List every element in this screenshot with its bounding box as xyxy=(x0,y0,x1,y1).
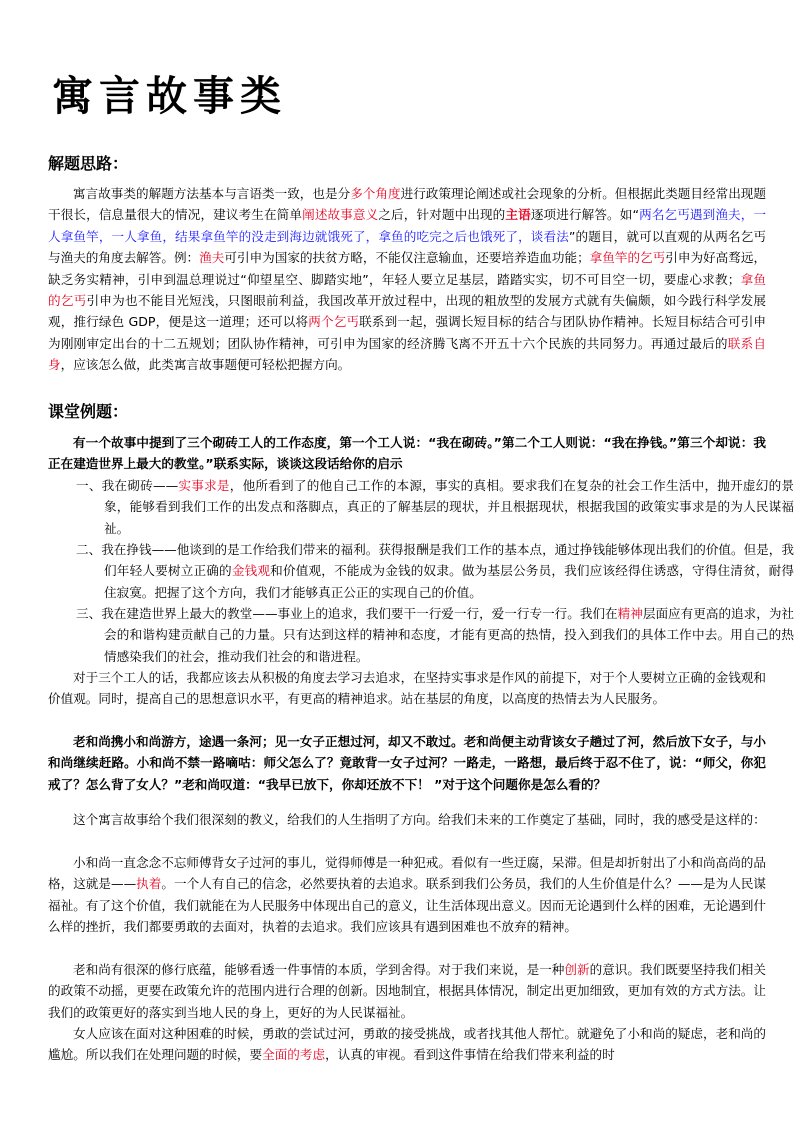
text-run: ，应该怎么做，此类寓言故事题便可轻松把握方向。 xyxy=(60,357,351,373)
text-run: 小和尚一直念念不忘师傅背女子过河的事儿，觉得师傅是一种犯戒。看似有一些迂腐，呆滞。但是却折射出了小和尚高尚的品格，这就是—— xyxy=(48,855,766,892)
highlighted-phrase: 实事求是 xyxy=(178,478,230,493)
old-monk-paragraph xyxy=(48,959,766,1023)
highlighted-phrase: 两名乞丐遇到渔夫，一人拿鱼竿，一人拿鱼，结果拿鱼竿的没走到海边就饿死了，拿鱼的吃完之后也饿死了，谈看法 xyxy=(48,207,767,244)
text-run: 引申为也不能目光短浅，只图眼前利益，我国改革开放过程中，出现的粗放型的发展方式就有失偏颇，如今践行科学发展观，推行绿色 GDP，便是这一道理；还可以将 xyxy=(48,293,767,330)
highlighted-phrase: 两个乞丐 xyxy=(308,314,360,330)
highlighted-phrase: 多个角度 xyxy=(350,186,401,201)
question-two: 老和尚携小和尚游方，途遇一条河；见一女子正想过河，却又不敢过。老和尚便主动背该女子趟过了河，然后放下女子，与小和尚继续赶路。小和尚不禁一路嘀咕：师父怎么了？竟敢背一女子过河？一路走，一路想，最后终于忍不住了，说：“师父，你犯戒了？怎么背了女人？”老和尚叹道：“我早已放下，你却还放不下！ ”对于这个问题你是怎么看的？ xyxy=(48,734,766,792)
little-monk-paragraph xyxy=(48,852,766,938)
section-heading-examples: 课堂例题： xyxy=(48,402,129,421)
highlighted-phrase: 精神 xyxy=(617,606,643,621)
highlighted-phrase: 主语 xyxy=(505,207,531,223)
text-run: 和价值观，不能成为金钱的奴隶。做为基层公务员，我们应该经得住诱惑，守得住清贫，耐得住寂寞。把握了这个方向，我们才能够真正公正的实现自己的价值。 xyxy=(104,563,794,600)
text-run: 可引申为国家的扶贫方略，不能仅注意输血，还要培养造血功能； xyxy=(224,250,590,266)
text-run: 之后，针对题中出现的 xyxy=(378,207,506,223)
text-run: 进行政策理论阐述或社会现象的分析。但根据此类题目经常出现题干很长，信息量很大的情况，建议考生在简单 xyxy=(48,186,767,223)
text-run: 一、我在砌砖—— xyxy=(76,478,179,493)
question-one: 有一个故事中提到了三个砌砖工人的工作态度，第一个工人说：“我在砌砖。”第二个工人则说：“我在挣钱。”第三个却说：我正在建造世界上最大的教堂。”联系实际，谈谈这段话给你的启示 xyxy=(48,435,766,472)
highlighted-phrase: 全面的考虑 xyxy=(262,1047,326,1063)
highlighted-phrase: 拿鱼的乞丐 xyxy=(48,271,767,309)
text-run: 女人应该在面对这种困难的时候，勇敢的尝试过河，勇敢的接受挑战，或者找其他人帮忙。就避免了小和尚的疑虑，老和尚的尴尬。所以我们在处理问题的时候，要 xyxy=(48,1026,766,1063)
highlighted-phrase: 阐述故事意义 xyxy=(302,207,379,223)
text-run: 引申为好高骛远，缺乏务实精神，引申到温总理说过“仰望星空、脚踏实地”，年轻人要立足基层，踏踏实实，切不可目空一切，要虚心求教； xyxy=(48,250,767,287)
answer-item-1 xyxy=(76,475,794,539)
highlighted-phrase: 创新 xyxy=(564,962,590,977)
document-title: 寓言故事类 xyxy=(52,72,287,120)
section-heading-approach: 解题思路： xyxy=(48,154,129,173)
highlighted-phrase: 执着 xyxy=(136,876,162,892)
text-run: 逐项进行解答。如“ xyxy=(530,207,639,223)
woman-paragraph xyxy=(48,1023,766,1066)
text-run: 二、我在挣钱——他谈到的是工作给我们带来的福利。获得报酬是我们工作的基本点，通过挣钱能够体现出我们的价值。但是，我们年轻人要树立正确的 xyxy=(76,542,794,579)
text-run: 三、我在建造世界上最大的教堂——事业上的追求，我们要干一行爱一行，爱一行专一行。我们在 xyxy=(76,606,618,621)
highlighted-phrase: 拿鱼竿的乞丐 xyxy=(589,250,666,266)
answer-intro-paragraph: 这个寓言故事给个我们很深刻的教义，给我们的人生指明了方向。给我们未来的工作奠定了基础，同时，我的感受是这样的： xyxy=(73,812,766,827)
text-run: 。一个人有自己的信念，必然要执着的去追求。联系到我们公务员，我们的人生价值是什么？——是为人民谋福祉。有了这个价值，我们就能在为人民服务中体现出自己的意义，让生活体现出意义。因而无论遇到什么样的困难，无论遇到什么样的挫折，我们都要勇敢的去面对，执着的去追求。我们应该具有遇到困难也不放弃的精神。 xyxy=(48,876,767,935)
answer-item-2 xyxy=(76,539,794,603)
text-run: 层面应有更高的追求，为社会的和谐构建贡献自己的力量。只有达到这样的精神和态度，才能有更高的热情，投入到我们的具体工作中去。用自己的热情感染我们的社会，推动我们社会的和谐进程。 xyxy=(104,606,794,664)
highlighted-phrase: 联系自身 xyxy=(48,335,767,373)
approach-paragraph xyxy=(48,183,766,376)
text-run: 联系到一起，强调长短目标的结合与团队协作精神。长短目标结合可引申为刚刚审定出台的十二五规划；团队协作精神，可引申为国家的经济腾飞离不开五十六个民族的共同努力。再通过最后的 xyxy=(48,314,766,351)
text-run: ，认真的审视。看到这件事情在给我们带来利益的时 xyxy=(325,1047,615,1063)
text-run: ，他所看到了的他自己工作的本源，事实的真相。要求我们在复杂的社会工作生活中，抛开虚幻的景象，能够看到我们工作的出发点和落脚点，真正的了解基层的现状，并且根据现状，根据我国的政策实事求是的为人民谋福祉。 xyxy=(104,478,794,536)
answer-item-3 xyxy=(76,603,794,667)
text-run: 的意识。我们既要坚持我们相关的政策不动摇，更要在政策允许的范围内进行合理的创新。因地制宜，根据具体情况，制定出更加细致，更加有效的方式方法。让我们的政策更好的落实到当地人民的身上，更好的为人民谋福祉。 xyxy=(48,962,767,1020)
highlighted-phrase: 金钱观 xyxy=(231,563,271,579)
text-run: ”的题目，就可以直观的从两名乞丐与渔夫的角度去解答。例： xyxy=(48,228,767,266)
text-run: 老和尚有很深的修行底蕴，能够看透一件事情的本质，学到舍得。对于我们来说，是一种 xyxy=(73,962,565,977)
highlighted-phrase: 渔夫 xyxy=(199,250,225,266)
text-run: 寓言故事类的解题方法基本与言语类一致，也是分 xyxy=(73,186,351,201)
summary-paragraph: 对于三个工人的话，我都应该去从积极的角度去学习去追求，在坚持实事求是作风的前提下，对于个人要树立正确的金钱观和价值观。同时，提高自己的思想意识水平，有更高的精神追求。站在基层的角度，以高度的热情去为人民服务。 xyxy=(48,670,766,707)
